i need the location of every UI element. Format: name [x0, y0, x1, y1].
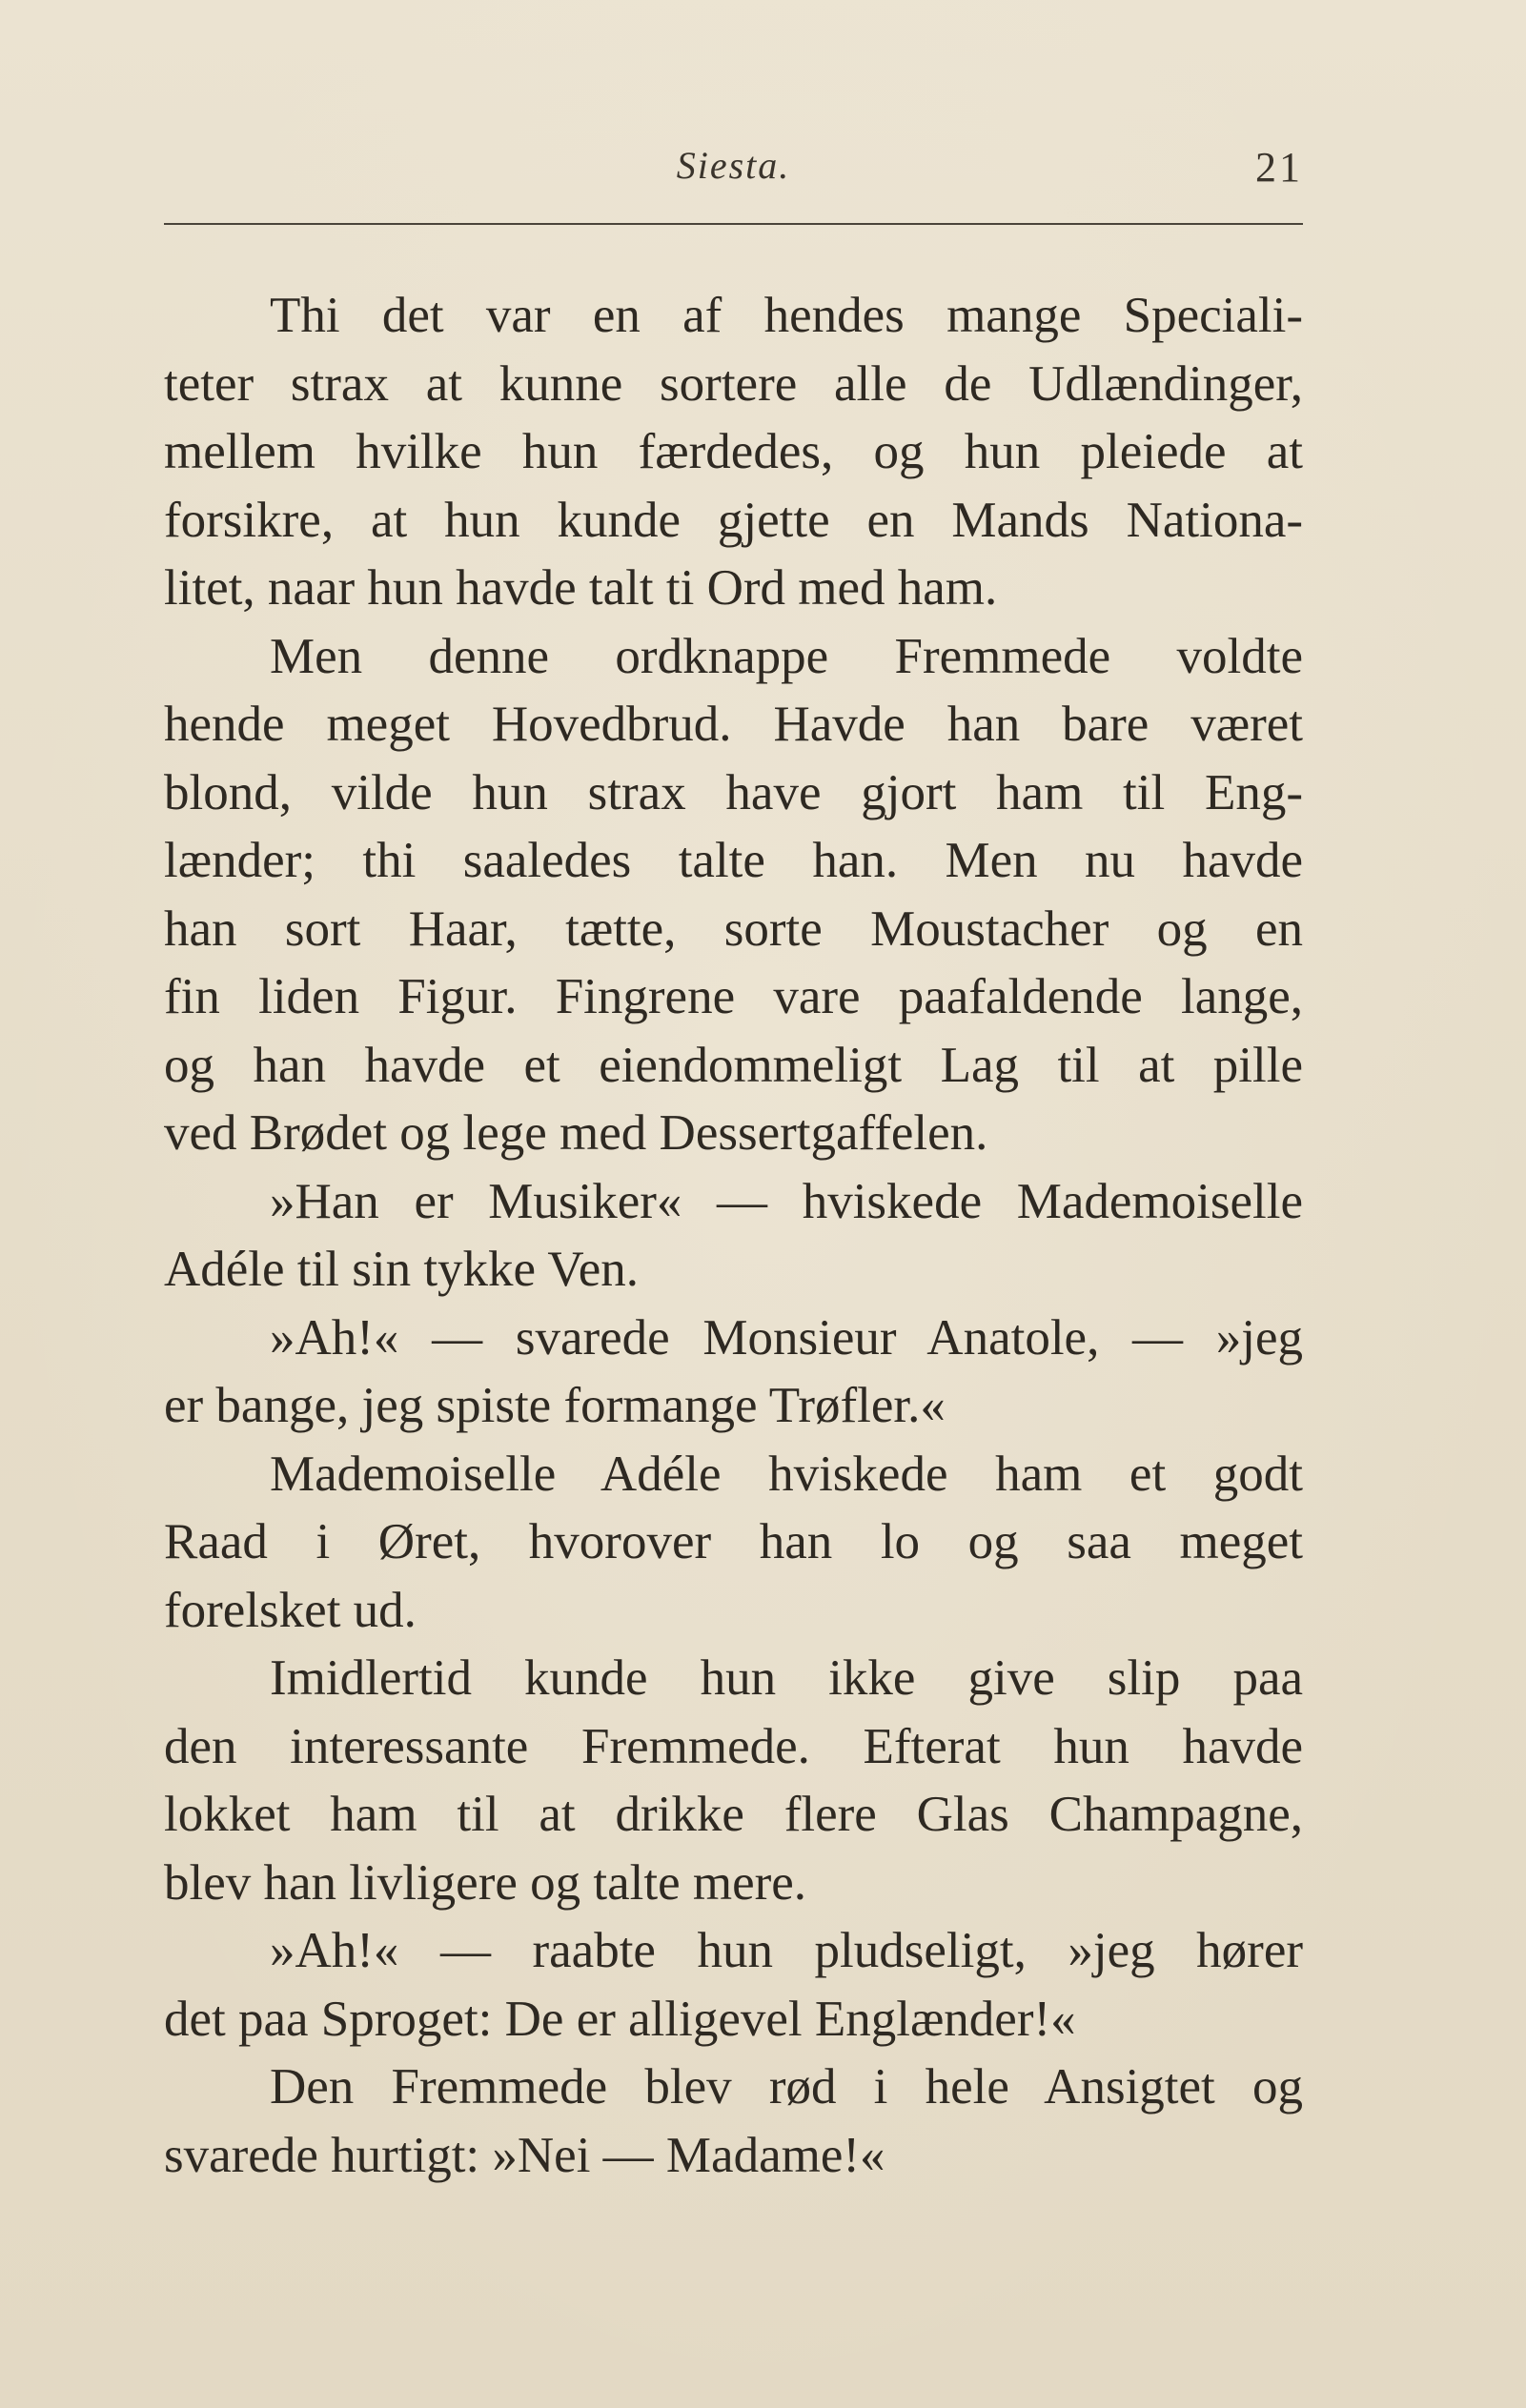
- text-line: blev han livligere og talte mere.: [164, 1854, 807, 1911]
- header-rule: [164, 223, 1303, 225]
- text-line: Men denne ordknappe Fremmede voldte: [270, 628, 1303, 684]
- text-line: teter strax at kunne sortere alle de Udlændinger,: [164, 355, 1303, 412]
- text-line: svarede hurtigt: »Nei — Madame!«: [164, 2127, 885, 2183]
- body-text: [164, 282, 1303, 2190]
- text-line: ved Brødet og lege med Dessertgaffelen.: [164, 1105, 988, 1161]
- text-line: han sort Haar, tætte, sorte Moustacher og en: [164, 900, 1303, 957]
- text-line: hende meget Hovedbrud. Havde han bare været: [164, 697, 1303, 752]
- text-line: Thi det var en af hendes mange Speciali-: [270, 288, 1303, 343]
- running-title: Siesta.: [676, 144, 791, 187]
- text-line: den interessante Fremmede. Efterat hun havde: [164, 1718, 1303, 1774]
- text-line: og han havde et eiendommeligt Lag til at pille: [164, 1037, 1303, 1093]
- text-line: Imidlertid kunde hun ikke give slip paa: [270, 1650, 1303, 1706]
- text-line: »Ah!« — raabte hun pludseligt, »jeg hører: [270, 1923, 1303, 1978]
- text-line: mellem hvilke hun færdedes, og hun pleiede at: [164, 424, 1303, 479]
- text-line: forelsket ud.: [164, 1582, 417, 1638]
- text-line: »Han er Musiker« — hviskede Mademoiselle: [270, 1173, 1303, 1229]
- text-line: blond, vilde hun strax have gjort ham til Eng-: [164, 764, 1303, 820]
- page-number: 21: [1255, 144, 1303, 191]
- text-line: lokket ham til at drikke flere Glas Champagne,: [164, 1787, 1303, 1842]
- text-line: Den Fremmede blev rød i hele Ansigtet og: [270, 2059, 1303, 2115]
- running-head: [164, 143, 1303, 200]
- text-line: forsikre, at hun kunde gjette en Mands Nationa-: [164, 492, 1303, 548]
- text-line: Raad i Øret, hvorover han lo og saa meget: [164, 1514, 1303, 1569]
- text-line: fin liden Figur. Fingrene vare paafaldende lange,: [164, 969, 1303, 1024]
- text-line: det paa Sproget: De er alligevel Englænder!«: [164, 1991, 1076, 2047]
- text-line: Mademoiselle Adéle hviskede ham et godt: [270, 1446, 1303, 1502]
- text-line: er bange, jeg spiste formange Trøfler.«: [164, 1378, 946, 1433]
- text-line: litet, naar hun havde talt ti Ord med ham.: [164, 560, 998, 616]
- text-line: »Ah!« — svarede Monsieur Anatole, — »jeg: [270, 1309, 1303, 1366]
- text-line: lænder; thi saaledes talte han. Men nu havde: [164, 833, 1303, 888]
- text-line: Adéle til sin tykke Ven.: [164, 1242, 640, 1297]
